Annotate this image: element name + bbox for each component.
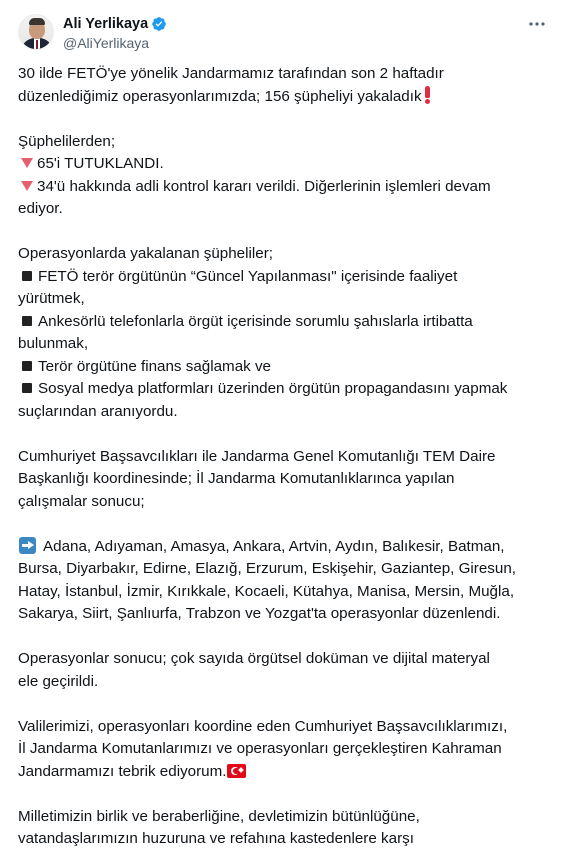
judicial-control-line: ediyor. [18, 200, 63, 217]
charge-text: Ankesörlü telefonlarla örgüt içerisinde sorumlu şahıslarla irtibatta [38, 312, 473, 330]
charge-text: FETÖ terör örgütünün “Güncel Yapılanması" içerisinde faaliyet [38, 267, 458, 285]
provinces-line [18, 536, 548, 559]
turkey-flag-icon [227, 764, 246, 778]
results-line: Operasyonlar sonucu; çok sayıda örgütsel doküman ve dijital materyal [18, 650, 490, 667]
author-display-name[interactable]: Ali Yerlikaya [63, 16, 149, 32]
charge-line [18, 378, 548, 401]
right-arrow-icon [19, 537, 36, 554]
provinces-line: Sakarya, Siirt, Şanlıurfa, Trabzon ve Yozgat'ta operasyonlar düzenlendi. [18, 605, 501, 622]
thanks-line [18, 761, 548, 784]
thanks-line: Valilerimizi, operasyonları koordine eden Cumhuriyet Başsavcılıklarımızı, [18, 717, 508, 735]
charge-text: Sosyal medya platformları üzerinden örgütün propagandasını yapmak [38, 380, 508, 397]
avatar-tie [36, 40, 38, 50]
black-square-icon [22, 271, 32, 281]
black-square-icon [22, 383, 32, 393]
closing-line: vatandaşlarımızın huzuruna ve refahına kastedenlere karşı [18, 830, 414, 847]
provinces-text: Adana, Adıyaman, Amasya, Ankara, Artvin, Aydın, Balıkesir, Batman, [43, 537, 505, 555]
intro-line: 30 ilde FETÖ'ye yönelik Jandarmamız tarafından son 2 haftadır [18, 65, 444, 82]
coordination-line: Cumhuriyet Başsavcılıkları ile Jandarma Genel Komutanlığı TEM Daire [18, 447, 496, 465]
charges-heading: Operasyonlarda yakalanan şüpheliler; [18, 245, 273, 262]
judicial-control-text: 34'ü hakkında adli kontrol kararı verildi. Diğerlerinin işlemleri devam [37, 177, 491, 195]
author-handle[interactable]: @AliYerlikaya [63, 35, 150, 51]
provinces-line: Bursa, Diyarbakır, Edirne, Elazığ, Erzurum, Eskişehir, Gaziantep, Giresun, [18, 560, 517, 577]
thanks-line: İl Jandarma Komutanlarımızı ve operasyonları gerçekleştiren Kahraman [18, 740, 502, 757]
tweet-header [18, 14, 548, 54]
avatar[interactable] [18, 14, 54, 50]
verified-badge-icon [151, 16, 167, 32]
red-exclamation-icon [424, 86, 432, 104]
charge-line: suçlarından aranıyordu. [18, 402, 178, 420]
charge-line [18, 356, 548, 379]
arrested-line [18, 153, 548, 176]
red-triangle-down-icon [21, 181, 33, 191]
intro-line [18, 86, 548, 109]
charge-line: yürütmek, [18, 290, 85, 307]
black-square-icon [22, 361, 32, 371]
charge-line [18, 266, 548, 289]
charge-line [18, 311, 548, 334]
provinces-line: Hatay, İstanbul, İzmir, Kırıkkale, Kocaeli, Kütahya, Manisa, Mersin, Muğla, [18, 582, 515, 600]
red-triangle-down-icon [21, 158, 33, 168]
closing-line: Milletimizin birlik ve beraberliğine, devletimizin bütünlüğüne, [18, 807, 420, 825]
judicial-control-line [18, 176, 548, 199]
more-options-icon[interactable] [526, 16, 548, 32]
coordination-line: çalışmalar sonucu; [18, 492, 145, 510]
arrested-text: 65'i TUTUKLANDI. [37, 155, 164, 172]
thanks-text: Jandarmamızı tebrik ediyorum. [18, 762, 227, 780]
intro-text: düzenlediğimiz operasyonlarımızda; 156 şüpheliyi yakaladık [18, 87, 422, 105]
suspects-heading: Şüphelilerden; [18, 132, 116, 150]
coordination-line: Başkanlığı koordinesinde; İl Jandarma Komutanlıklarınca yapılan [18, 470, 455, 487]
charge-text: Terör örgütüne finans sağlamak ve [38, 357, 272, 375]
charge-line: bulunmak, [18, 335, 89, 352]
tweet-text [18, 63, 548, 851]
results-line: ele geçirildi. [18, 672, 99, 690]
black-square-icon [22, 316, 32, 326]
avatar-hair [29, 18, 45, 25]
author-name-row [63, 15, 167, 33]
